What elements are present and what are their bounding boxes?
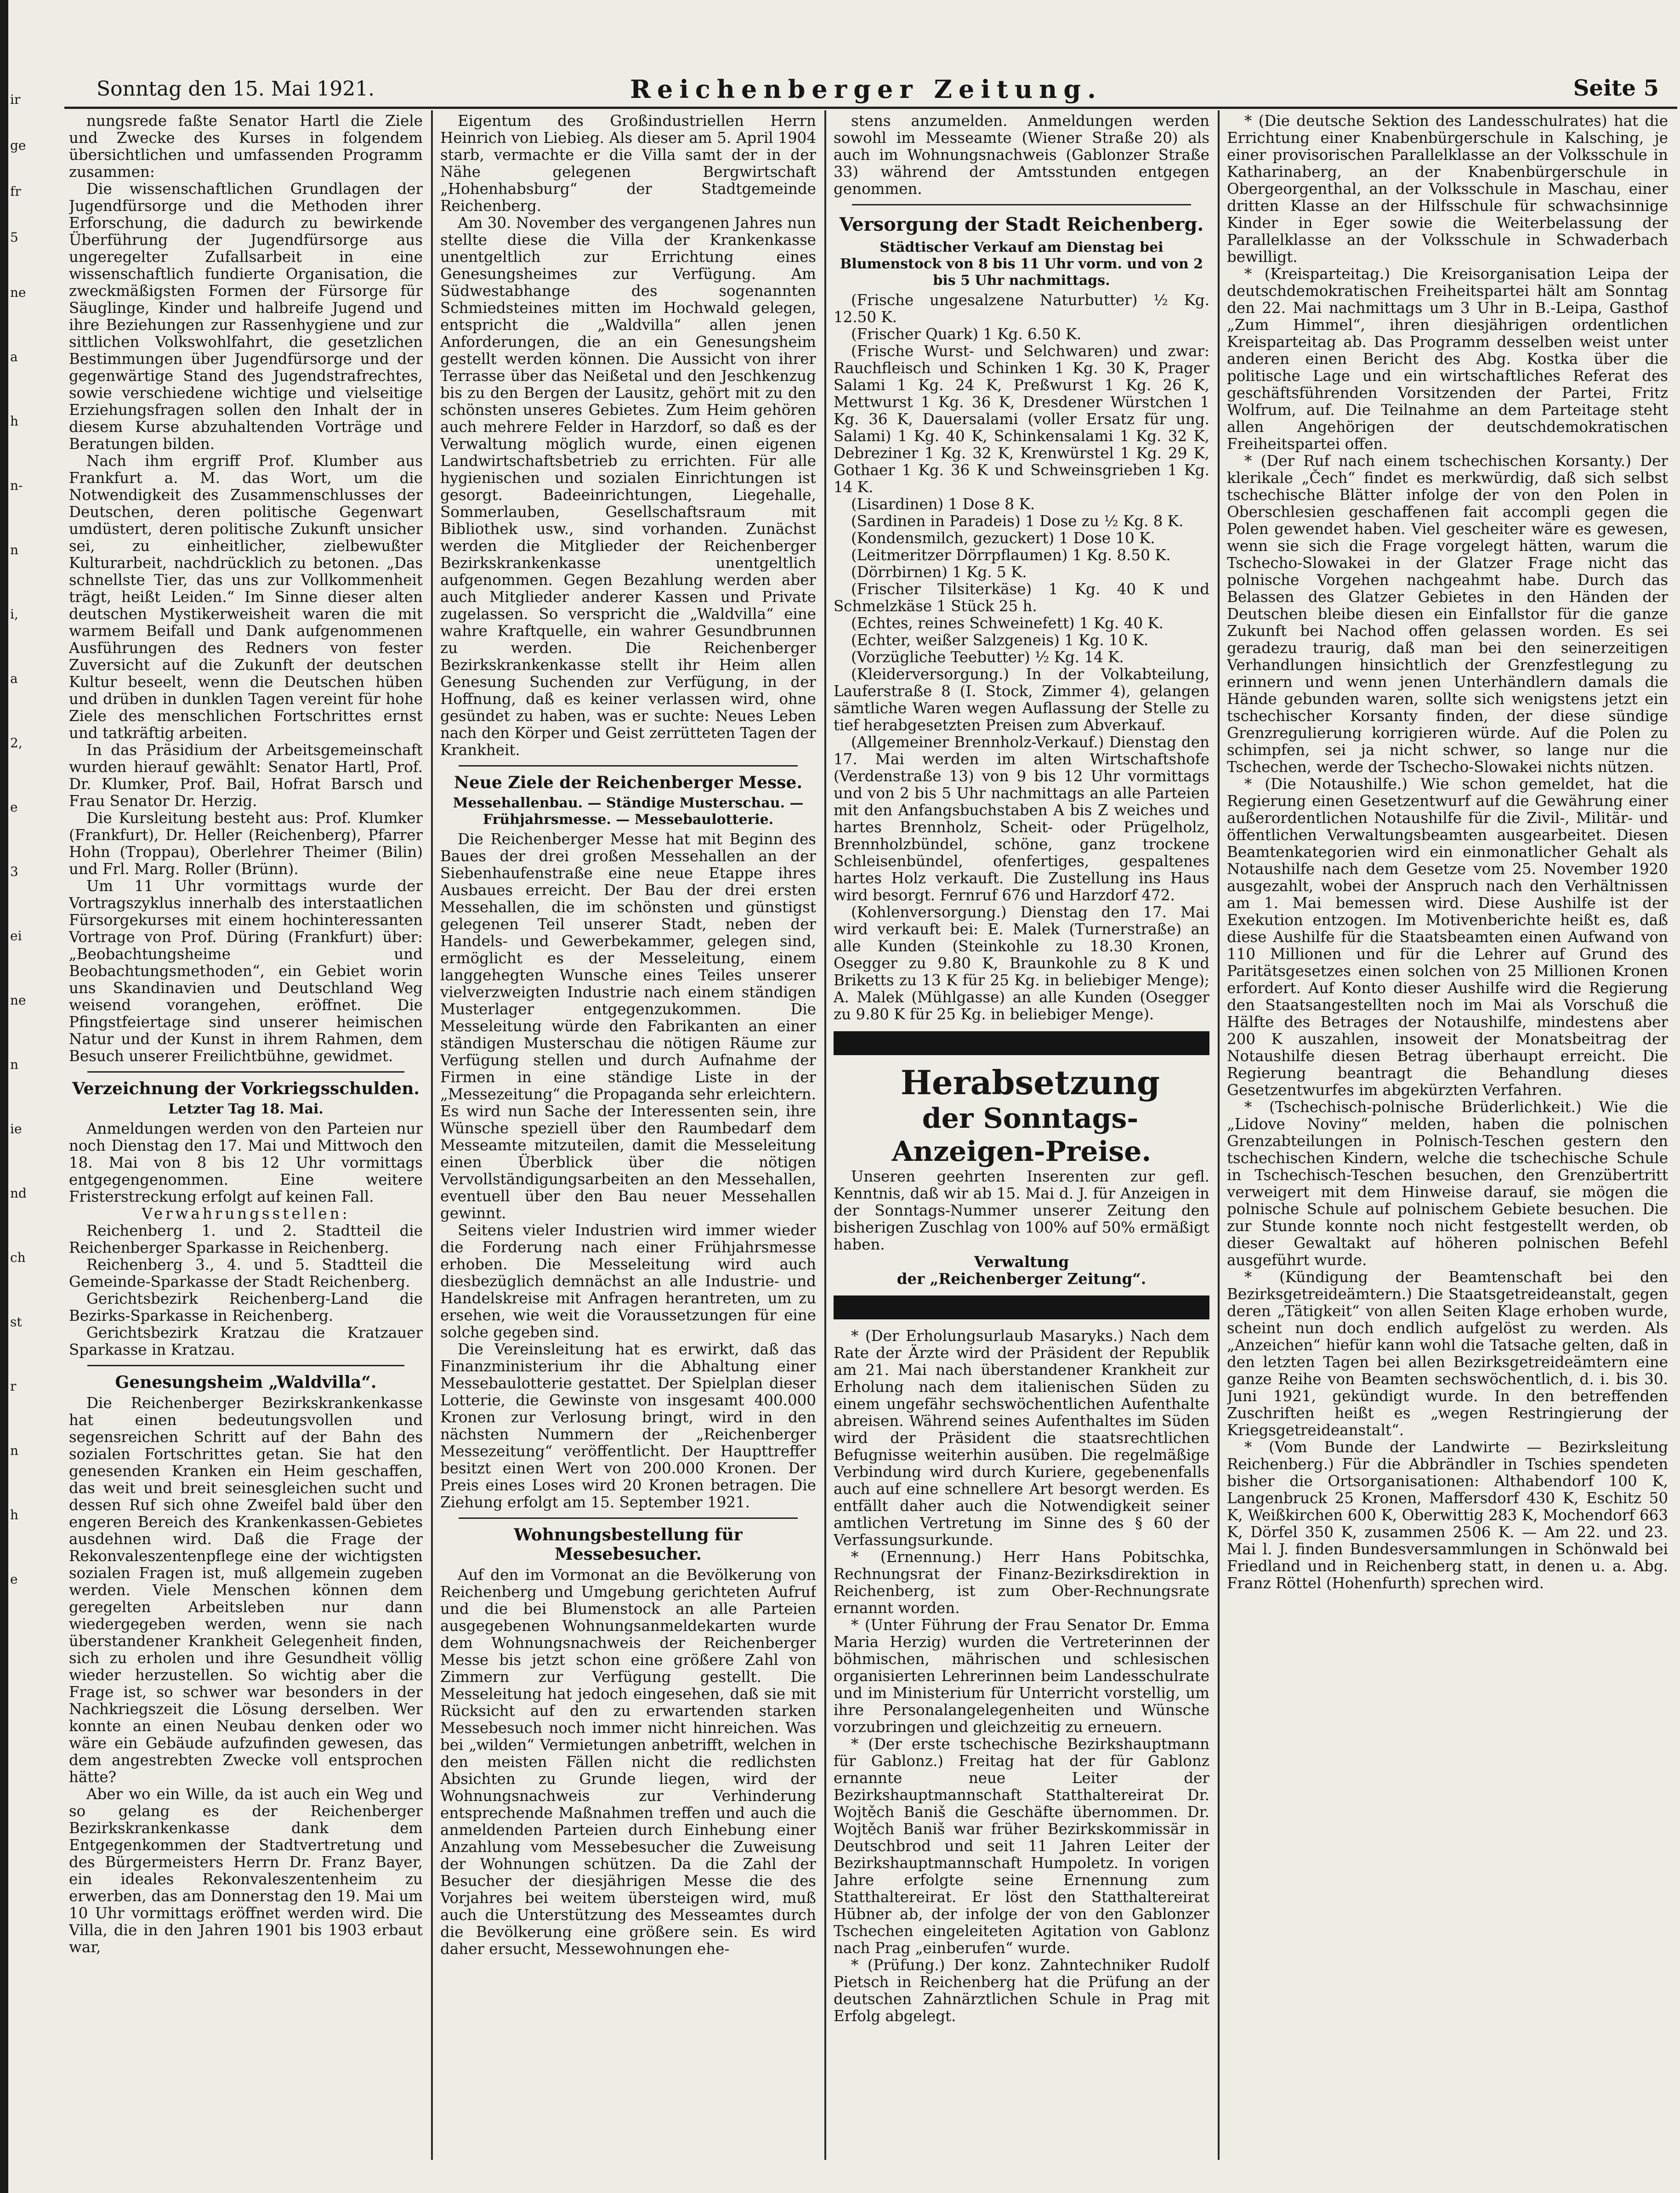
ad-headline: Herabsetzung	[900, 1063, 1160, 1102]
paragraph: (Frischer Tilsiterkäse) 1 Kg. 40 K und Schmelzkäse 1 Stück 25 h.	[834, 580, 1209, 615]
margin-fragment: i,	[10, 607, 18, 622]
article-heading: Neue Ziele der Reichenberger Messe.	[454, 773, 802, 792]
paragraph: * (Unter Führung der Frau Senator Dr. Emma Maria Herzig) wurden die Vertreterinnen der böhmischen, mährischen und schlesischen organisierten Lehrerinnen beim Landesschulrate und im Ministerium für Unterricht vorstellig, um ihre Personalangelegenheiten und Wünsche vorzubringen und gleichzeitig zu erneuern.	[834, 1616, 1209, 1736]
margin-fragment: n-	[10, 478, 23, 493]
margin-fragment: ne	[10, 285, 26, 300]
margin-fragment: n	[10, 1443, 19, 1458]
section-rule	[459, 765, 798, 767]
paragraph: * (Kündigung der Beamtenschaft bei den Bezirksgetreideämtern.) Die Staatsgetreideanstalt, gegen deren „Tätigkeit“ von allen Seiten Klage erhoben wurde, scheint nun doch endlich aufgelöst zu werden. Als „Anzeichen“ hiefür kann wohl die Tatsache gelten, daß in den letzten Tagen bei allen Bezirksgetreideämtern eine ganze Reihe von Beamten sechswöchentlich, d. i. bis 30. Juni 1921, gekündigt wurde. In den betreffenden Zuschriften heißt es „wegen Restringierung der Kriegsgetreideanstalt“.	[1227, 1268, 1668, 1439]
paragraph: In das Präsidium der Arbeitsgemeinschaft wurden hierauf gewählt: Senator Hartl, Prof. Dr. Klumker, Prof. Bail, Hofrat Barsch und Frau Senator Dr. Herzig.	[69, 741, 423, 810]
article-heading: Verzeichnung der Vorkriegsschulden.	[72, 1079, 420, 1098]
margin-fragment: a	[10, 671, 18, 686]
section-rule	[852, 204, 1191, 205]
paragraph: (Vorzügliche Teebutter) ½ Kg. 14 K.	[851, 648, 1124, 666]
article-subheading: Städtischer Verkauf am Dienstag bei Blumenstock von 8 bis 11 Uhr vorm. und von 2 bis 5 Uhr nachmittags.	[840, 239, 1203, 289]
paragraph: (Lisardinen) 1 Dose 8 K.	[851, 495, 1035, 513]
paragraph: (Kondensmilch, gezuckert) 1 Dose 10 K.	[851, 529, 1155, 547]
page-number: Seite 5	[1573, 75, 1659, 101]
paragraph: (Allgemeiner Brennholz-Verkauf.) Dienstag den 17. Mai werden im alten Wirtschaftshofe (Verdenstraße 13) von 9 bis 12 Uhr vormittags und von 2 bis 5 Uhr nachmittags an alle Parteien mit den Anfangsbuchstaben A bis Z weiches und hartes Brennholz, Scheit- oder Prügelholz, Brennholzbündel, schöne, ganz trockene Schleisenbündel, ofenfertiges, gespaltenes hartes Holz verkauft. Die Zustellung ins Haus wird besorgt. Fernruf 676 und Harzdorf 472.	[834, 733, 1209, 904]
paragraph: (Echtes, reines Schweinefett) 1 Kg. 40 K.	[851, 614, 1164, 632]
ad-border-bottom	[834, 1295, 1209, 1319]
paragraph: Reichenberg 1. und 2. Stadtteil die Reichenberger Sparkasse in Reichenberg.	[69, 1222, 423, 1256]
margin-fragment: h	[10, 1507, 19, 1523]
ad-border-top	[834, 1031, 1209, 1055]
margin-fragment: ch	[10, 1250, 26, 1265]
column-1	[69, 113, 423, 2181]
margin-fragment: ne	[10, 993, 26, 1008]
column-4	[1227, 113, 1668, 2181]
paragraph: * (Die deutsche Sektion des Landesschulrates) hat die Errichtung einer Knabenbürgerschule in Kalsching, je einer provisorischen Parallelklasse an der Volksschule in Katharinaberg, an der Knabenbürgerschule in Obergeorgenthal, an der Volksschule in Maschau, einer dritten Klasse an der Hilfsschule für schwachsinnige Kinder in Eger sowie die Weiterbelassung der Parallelklasse an der Volksschule in Schwaderbach bewilligt.	[1227, 113, 1668, 266]
paragraph: (Kohlenversorgung.) Dienstag den 17. Mai wird verkauft bei: E. Malek (Turnerstraße) an alle Kunden (Steinkohle zu 18.30 Kronen, Osegger zu 9.80 K, Braunkohle zu 8 K und Briketts zu 13 K für 25 Kg. in beliebiger Menge); A. Malek (Mühlgasse) an alle Kunden (Osegger zu 9.80 K für 25 Kg. in beliebiger Menge).	[834, 903, 1209, 1023]
section-rule	[87, 1071, 404, 1073]
section-rule	[459, 1517, 798, 1519]
paragraph: * (Prüfung.) Der konz. Zahntechniker Rudolf Pietsch in Reichenberg hat die Prüfung an der deutschen Zahnärztlichen Schule in Prag mit Erfolg abgelegt.	[834, 1956, 1209, 2025]
margin-fragment: e	[10, 1572, 18, 1587]
paragraph: (Sardinen in Paradeis) 1 Dose zu ½ Kg. 8 K.	[851, 512, 1184, 530]
article-subheading: Letzter Tag 18. Mai.	[168, 1101, 324, 1117]
ad-headline: der Sonntags-Anzeigen-Preise.	[891, 1102, 1152, 1168]
paragraph: (Kleiderversorgung.) In der Volkabteilung, Lauferstraße 8 (I. Stock, Zimmer 4), gelangen sämtliche Waren wegen Auflassung der Stelle zu tief herabgesetzten Preisen zum Abverkauf.	[834, 665, 1209, 734]
margin-fragment: 5	[10, 230, 18, 245]
paragraph: Anmeldungen werden von den Parteien nur noch Dienstag den 17. Mai und Mittwoch den 18. Mai von 8 bis 12 Uhr vormittags entgegengenommen. Eine weitere Fristerstreckung erfolgt auf keinen Fall.	[69, 1120, 423, 1205]
issue-date: Sonntag den 15. Mai 1921.	[96, 77, 375, 101]
paragraph: * (Vom Bunde der Landwirte — Bezirksleitung Reichenberg.) Für die Abbrändler in Tschies spendeten bisher die Ortsorganisationen: Althabendorf 100 K, Langenbruck 25 Kronen, Maffersdorf 430 K, Eschitz 50 K, Weißkirchen 600 K, Oberwittig 283 K, Mochendorf 663 K, Dörfel 350 K, zusammen 2506 K. — Am 22. und 23. Mai l. J. finden Bundesversammlungen in Schönwald bei Friedland und in Reichenberg statt, in denen u. a. Abg. Franz Röttel (Hohenfurth) sprechen wird.	[1227, 1438, 1668, 1592]
paragraph: Gerichtsbezirk Kratzau die Kratzauer Sparkasse in Kratzau.	[69, 1324, 423, 1358]
paragraph: Seitens vieler Industrien wird immer wieder die Forderung nach einer Frühjahrsmesse erhoben. Die Messeleitung wird auch diesbezüglich demnächst an alle Industrie- und Handelskreise mit Anfragen herantreten, um zu ersehen, wie weit die Voraussetzungen für eine solche gegeben sind.	[440, 1221, 816, 1341]
paragraph: (Leitmeritzer Dörrpflaumen) 1 Kg. 8.50 K.	[851, 546, 1171, 564]
page-header	[64, 74, 1668, 106]
paragraph: * (Ernennung.) Herr Hans Pobitschka, Rechnungsrat der Finanz-Bezirksdirektion in Reichenberg, ist zum Ober-Rechnungsrate ernannt worden.	[834, 1548, 1209, 1617]
paragraph: Eigentum des Großindustriellen Herrn Heinrich von Liebieg. Als dieser am 5. April 1904 starb, vermachte er die Villa samt der in der Nähe gelegenen Bergwirtschaft „Hohenhabsburg“ der Stadtgemeinde Reichenberg.	[440, 113, 816, 215]
paragraph: stens anzumelden. Anmeldungen werden sowohl im Messeamte (Wiener Straße 20) als auch im Wohnungsnachweis (Gablonzer Straße 33) während der Amtsstunden entgegen genommen.	[834, 113, 1209, 198]
column-3	[834, 113, 1209, 2181]
article-subheading: Messehallenbau. — Ständige Musterschau. — Frühjahrsmesse. — Messebaulotterie.	[453, 795, 804, 828]
column-2	[440, 113, 816, 2181]
paragraph: Die Vereinsleitung hat es erwirkt, daß das Finanzministerium ihr die Abhaltung einer Messebaulotterie gestattet. Der Spielplan dieser Lotterie, die Gewinste von insgesamt 400.000 Kronen zur Verlosung bringt, wird in den nächsten Nummern der „Reichenberger Messezeitung“ veröffentlicht. Der Haupttreffer besitzt einen Wert von 200.000 Kronen. Der Preis eines Loses wird 20 Kronen betragen. Die Ziehung erfolgt am 15. September 1921.	[440, 1341, 816, 1511]
paragraph: Die Reichenberger Messe hat mit Beginn des Baues der drei großen Messehallen an der Siebenhaufenstraße eine neue Etappe ihres Ausbaues erreicht. Der Bau der drei ersten Messehallen, die im schönsten und günstigst gelegenen Teil unserer Stadt, neben der Handels- und Gewerbekammer, gelegen sind, ermöglicht es der Messeleitung, einem langgehegten Wunsche eines Teiles unserer vielverzweigten Industrie nach einem ständigen Musterlager entgegenzukommen. Die Messeleitung würde den Fabrikanten an einer ständigen Musterschau die nötigen Räume zur Verfügung stellen und durch Aufnahme der Firmen in eine ständige Liste in der „Messezeitung“ die Propaganda sehr erleichtern. Es wird nun Sache der Interessenten sein, ihre Wünsche speziell über den Raumbedarf dem Messeamte mitzuteilen, damit die Messeleitung einen Überblick über die nötigen Vervollständigungsarbeiten an den Messehallen, eventuell über den Bau neuer Messehallen gewinnt.	[440, 830, 816, 1222]
margin-fragment: ge	[10, 138, 26, 153]
column-rule	[824, 110, 826, 2160]
ad-signature: Verwaltung	[974, 1253, 1069, 1271]
paragraph: Die Kursleitung besteht aus: Prof. Klumker (Frankfurt), Dr. Heller (Reichenberg), Pfarrer Hohn (Troppau), Oberlehrer Theimer (Bilin) und Frl. Marg. Roller (Brünn).	[69, 809, 423, 878]
paragraph: * (Der Erholungsurlaub Masaryks.) Nach dem Rate der Ärzte wird der Präsident der Republik am 21. Mai nach überstandener Krankheit zur Erholung nach dem italienischen Süden zu einem ungefähr sechswöchentlichen Aufenthalte abreisen. Während seines Aufenthaltes im Süden wird der Präsident die staatsrechtlichen Befugnisse weiterhin ausüben. Die regelmäßige Verbindung wird durch Kuriere, gegebenenfalls auch auf eine schnellere Art besorgt werden. Es entfällt daher auch die Notwendigkeit seiner amtlichen Vertretung im Sinne des § 60 der Verfassungsurkunde.	[834, 1327, 1209, 1549]
column-rule	[431, 110, 433, 2160]
paragraph: (Frische Wurst- und Selchwaren) und zwar: Rauchfleisch und Schinken 1 Kg. 30 K, Prager Salami 1 Kg. 24 K, Preßwurst 1 Kg. 26 K, Mettwurst 1 Kg. 36 K, Dresdener Würstchen 1 Kg. 36 K, Dauersalami (voller Ersatz für ung. Salami) 1 Kg. 40 K, Schinkensalami 1 Kg. 32 K, Debreziner 1 Kg. 32 K, Krenwürstel 1 Kg. 29 K, Gothaer 1 Kg. 36 K und Schweinsgrieben 1 Kg. 14 K.	[834, 342, 1209, 496]
paragraph: Gerichtsbezirk Reichenberg-Land die Bezirks-Sparkasse in Reichenberg.	[69, 1290, 423, 1324]
paragraph: Reichenberg 3., 4. und 5. Stadtteil die Gemeinde-Sparkasse der Stadt Reichenberg.	[69, 1256, 423, 1290]
paragraph: (Echter, weißer Salzgeneis) 1 Kg. 10 K.	[851, 631, 1149, 649]
paragraph: Die wissenschaftlichen Grundlagen der Jugendfürsorge und die Methoden ihrer Erforschung, die dadurch zu bewirkende Überführung der Jugendfürsorge aus ungeregelter Zufallsarbeit in eine wissenschaftlich fundierte Organisation, die zweckmäßigsten Formen der Fürsorge für Säuglinge, Kinder und halbreife Jugend und ihre Beziehungen zur Rassenhygiene und zur sittlichen Volkswohlfahrt, die gesetzlichen Bestimmungen über Jugendfürsorge und der gegenwärtige Stand des Jugendstrafrechtes, sowie verschiedene wichtige und vielseitige Erziehungsfragen sollen den Inhalt der in diesem Kurse abzuhaltenden Vorträge und Beratungen bilden.	[69, 180, 423, 453]
paragraph: * (Der erste tschechische Bezirkshauptmann für Gablonz.) Freitag hat der für Gablonz ernannte neue Leiter der Bezirkshauptmannschaft Statthaltereirat Dr. Wojtěch Baniš die Geschäfte übernommen. Dr. Wojtěch Baniš war früher Bezirkskommissär in Deutschbrod und seit 11 Jahren Leiter der Bezirkshauptmannschaft Humpoletz. In vorigen Jahre erfolgte seine Ernennung zum Statthaltereirat. Er löst den Statthaltereirat Hübner ab, der infolge der von den Gablonzer Tschechen eingeleiteten Agitation von Gablonz nach Prag „einberufen“ wurde.	[834, 1735, 1209, 1957]
paragraph: * (Tschechisch-polnische Brüderlichkeit.) Wie die „Lidove Noviny“ melden, haben die polnischen Grenzabteilungen in Polnisch-Teschen gestern den tschechischen Kindern, welche die tschechische Schule in Tschechisch-Teschen besuchen, den Grenzübertritt verweigert mit dem Hinweise darauf, sie mögen die polnische Schule auf polnischem Gebiete besuchen. Die zur Stunde konnte noch nicht festgestellt werden, ob dieser Gewaltakt auf höheren polnischen Befehl ausgeführt wurde.	[1227, 1098, 1668, 1269]
left-margin-fragments	[0, 0, 64, 2193]
margin-fragment: a	[10, 349, 18, 364]
section-rule	[87, 1365, 404, 1366]
paragraph: Am 30. November des vergangenen Jahres nun stellte diese die Villa der Krankenkasse unentgeltlich zur Errichtung eines Genesungsheimes zur Verfügung. Am Südwestabhange des sogenannten Schmiedsteines mitten im Hochwald gelegen, entspricht die „Waldvilla“ allen jenen Anforderungen, die an ein Genesungsheim gestellt werden können. Die Aussicht von ihrer Terrasse über das Neißetal und den Jeschkenzug bis zu den Bergen der Lausitz, gehört mit zu den schönsten unseres Gebietes. Zum Heim gehören auch mehrere Felder in Harzdorf, so daß es der Verwaltung möglich wurde, einen eigenen Landwirtschaftsbetrieb zu errichten. Für alle hygienischen und sozialen Einrichtungen ist gesorgt. Badeeinrichtungen, Liegehalle, Sommerlauben, Gesellschaftsraum mit Bibliothek usw., sind vorhanden. Zunächst werden die Mitglieder der Reichenberger Bezirkskrankenkasse unentgeltlich aufgenommen. Gegen Bezahlung werden aber auch Mitglieder anderer Kassen und Private zugelassen. So verspricht die „Waldvilla“ eine wahre Kraftquelle, ein wahrer Gesundbrunnen zu werden. Die Reichenberger Bezirkskrankenkasse stellt ihr Heim allen Genesung Suchenden zur Verfügung, in der Hoffnung, daß es keiner verlassen wird, ohne gesündet zu haben, was er suchte: Neues Leben nach den Körper und Geist zerrütteten Tagen der Krankheit.	[440, 214, 816, 759]
margin-fragment: r	[10, 1379, 17, 1394]
margin-fragment: ei	[10, 928, 22, 943]
margin-fragment: ie	[10, 1121, 22, 1136]
paragraph: Aber wo ein Wille, da ist auch ein Weg und so gelang es der Reichenberger Bezirkskrankenkasse dank dem Entgegenkommen der Stadtvertretung und des Bürgermeisters Herrn Dr. Franz Bayer, ein ideales Rekonvaleszentenheim zu erwerben, das am Donnerstag den 19. Mai um 10 Uhr vormittags eröffnet werden wird. Die Villa, die in den Jahren 1901 bis 1903 erbaut war,	[69, 1785, 423, 1956]
margin-fragment: st	[10, 1314, 22, 1329]
margin-fragment: 2,	[10, 735, 23, 750]
paragraph: * (Kreisparteitag.) Die Kreisorganisation Leipa der deutschdemokratischen Freiheitspartei hält am Sonntag den 22. Mai nachmittags um 3 Uhr in B.-Leipa, Gasthof „Zum Himmel“, ihren diesjährigen ordentlichen Kreisparteitag ab. Das Programm desselben weist unter anderen einen Bericht des Abg. Kostka über die politische Lage und ein wirtschaftliches Referat des geschäftsführenden Vorsitzenden der Partei, Fritz Wolfrum, auf. Die Teilnahme an dem Parteitage steht allen Angehörigen der deutschdemokratischen Freiheitspartei offen.	[1227, 265, 1668, 453]
column-rule	[1218, 110, 1220, 2160]
paragraph: (Frischer Quark) 1 Kg. 6.50 K.	[851, 325, 1082, 343]
paragraph: (Dörrbirnen) 1 Kg. 5 K.	[851, 563, 1027, 581]
margin-fragment: h	[10, 414, 19, 429]
paragraph: * (Die Notaushilfe.) Wie schon gemeldet, hat die Regierung einen Gesetzentwurf auf die Gewährung einer außerordentlichen Notaushilfe für die Zivil-, Militär- und öffentlichen Verwaltungsbeamten ausgearbeitet. Diesen Beamtenkategorien wird ein einmonatlicher Gehalt als Notaushilfe nach dem Gesetze vom 25. November 1920 ausgezahlt, wobei der Anspruch nach den Verhältnissen am 1. Mai bemessen wird. Diese Aushilfe ist der Exekution entzogen. Im Motivenberichte heißt es, daß diese Aushilfe für die Staatsbeamten einen Aufwand von 110 Millionen und für die Lehrer auf Grund des Paritätsgesetzes einen solchen von 25 Millionen Kronen erfordert. Auf Konto dieser Aushilfe wird die Regierung den Staatsangestellten noch im Mai als Vorschuß die Hälfte des Betrages der Notaushilfe, mindestens aber 200 K auszahlen, insoweit der Monatsbeitrag der Notaushilfe diesen Betrag überhaupt erreicht. Die Regierung beantragt die Behandlung dieses Gesetzentwurfes im abgekürzten Verfahren.	[1227, 775, 1668, 1099]
paragraph: Unseren geehrten Inserenten zur gefl. Kenntnis, daß wir ab 15. Mai d. J. für Anzeigen in der Sonntags-Nummer unserer Zeitung den bisherigen Zuschlag von 100% auf 50% ermäßigt haben.	[834, 1168, 1209, 1253]
masthead-title: Reichenberger Zeitung.	[630, 74, 1102, 104]
article-heading: Genesungsheim „Waldvilla“.	[115, 1373, 377, 1392]
paragraph: Nach ihm ergriff Prof. Klumber aus Frankfurt a. M. das Wort, um die Notwendigkeit des Zusammenschlusses der Deutschen, deren politische Gegenwart umdüstert, deren politische Zukunft unsicher sei, zu einheitlicher, zielbewußter Kulturarbeit, nachdrücklich zu betonen. „Das schnellste Tier, das uns zur Vollkommenheit trägt, heißt Leiden.“ Im Sinne dieser alten deutschen Mystikerweisheit waren die mit warmem Beifall und Dank aufgenommenen Ausführungen des Redners von fester Zuversicht auf die Zukunft der deutschen Kultur beseelt, wenn die Deutschen hüben und drüben in dunklen Tagen vereint für hohe Ziele des menschlichen Fortschrittes ernst und tatkräftig arbeiten.	[69, 452, 423, 742]
margin-fragment: 3	[10, 864, 18, 879]
margin-fragment: ir	[10, 92, 21, 107]
margin-fragment: e	[10, 800, 18, 815]
paragraph: Auf den im Vormonat an die Bevölkerung von Reichenberg und Umgebung gerichteten Aufruf und die bei Blumenstock an alle Parteien ausgegebenen Wohnungsanmeldekarten wurde dem Wohnungsnachweis der Reichenberger Messe bis jetzt schon eine größere Zahl von Zimmern zur Verfügung gestellt. Die Messeleitung hat jedoch eingesehen, daß sie mit Rücksicht auf den zu erwartenden starken Messebesuch noch immer nicht hinreichen. Was bei „wilden“ Vermietungen anbetrifft, welchen in den meisten Fällen nicht die redlichsten Absichten zu Grunde liegen, wird der Wohnungsnachweis zur Verhinderung entsprechende Maßnahmen treffen und auch die anmeldenden Parteien durch Einhebung einer Anzahlung vom Messebesucher die Zuweisung der Wohnungen schützen. Da die Zahl der Besucher der diesjährigen Messe die des Vorjahres bei weitem übersteigen wird, muß auch die Unterstützung des Messeamtes durch die Bevölkerung eine größere sein. Es wird daher ersucht, Messewohnungen ehe-	[440, 1566, 816, 1958]
margin-fragment: n	[10, 542, 19, 557]
article-heading: Wohnungsbestellung für Messebesucher.	[514, 1525, 743, 1564]
margin-fragment: n	[10, 1057, 19, 1072]
paragraph: Um 11 Uhr vormittags wurde der Vortragszyklus innerhalb des interstaatlichen Fürsorgekurses mit einem hochinteressanten Vortrage von Prof. Düring (Frankfurt) über: „Beobachtungsheime und Beobachtungsmethoden“, ein Gebiet worin uns Skandinavien und Deutschland Weg weisend vorangehen, eröffnet. Die Pfingstfeiertage sind unserer heimischen Natur und der Kunst in ihrem Rahmen, dem Besuch unserer Freilichtbühne, gewidmet.	[69, 877, 423, 1065]
paragraph: nungsrede faßte Senator Hartl die Ziele und Zwecke des Kurses in folgendem übersichtlichen und umfassenden Programm zusammen:	[69, 113, 423, 181]
paragraph: Die Reichenberger Bezirkskrankenkasse hat einen bedeutungsvollen und segensreichen Schritt auf der Bahn des sozialen Fortschrittes getan. Sie hat den genesenden Kranken ein Heim geschaffen, das weit und breit seinesgleichen sucht und dessen Ruf sich ohne Zweifel bald über den engeren Bereich des Krankenkassen-Gebietes ausdehnen wird. Daß die Frage der Rekonvaleszentenpflege eine der wichtigsten sozialen Fragen ist, muß allgemein zugeben werden. Viele Menschen können dem geregelten Arbeitsleben nur dann wiedergegeben werden, wenn sie nach überstandener Krankheit Gelegenheit finden, sich zu erholen und ihre Gesundheit völlig wieder herzustellen. So wichtig aber die Frage ist, so schwer war besonders in der Nachkriegszeit die Lösung derselben. Wer konnte an einen Neubau denken oder wo wäre ein Gebäude aufzufinden gewesen, das dem angestrebten Zwecke voll entsprochen hätte?	[69, 1394, 423, 1786]
paragraph: * (Der Ruf nach einem tschechischen Korsanty.) Der klerikale „Čech“ findet es merkwürdig, daß sich selbst tschechische Blätter infolge der von den Polen in Oberschlesien geschaffenen fait accompli gegen die Polen gewendet haben. Viel gescheiter wäre es gewesen, wenn sie sich die Frage vorgelegt hätten, warum die Tschecho-Slowakei in der Glatzer Frage nicht das polnische Vorgehen nachgeahmt habe. Durch das Belassen des Glatzer Gebietes in den Händen der Deutschen bleibe diesen ein Einfallstor für die ganze Zukunft bei Nachod offen gelassen worden. Es sei geradezu traurig, daß man bei den seinerzeitigen Verhandlungen hinsichtlich der Grenzfestlegung zu erinnern und wenn jenen Unterhändlern damals die Hände gebunden waren, sollte sich wenigstens jetzt ein tschechischer Korsanty finden, der diese sündige Grenzregulierung korrigieren würde. Auf die Polen zu schimpfen, sei ja nicht schwer, so lange nur die Tschechen, werde der Tschecho-Slowakei nichts nützen.	[1227, 452, 1668, 776]
margin-fragment: nd	[10, 1186, 27, 1201]
paragraph: (Frische ungesalzene Naturbutter) ½ Kg. 12.50 K.	[834, 291, 1209, 326]
ad-signature: der „Reichenberger Zeitung“.	[897, 1270, 1146, 1288]
header-rule	[64, 107, 1677, 109]
paragraph: Verwahrungsstellen:	[142, 1205, 350, 1222]
margin-fragment: fr	[10, 184, 21, 199]
article-heading: Versorgung der Stadt Reichenberg.	[839, 214, 1204, 235]
